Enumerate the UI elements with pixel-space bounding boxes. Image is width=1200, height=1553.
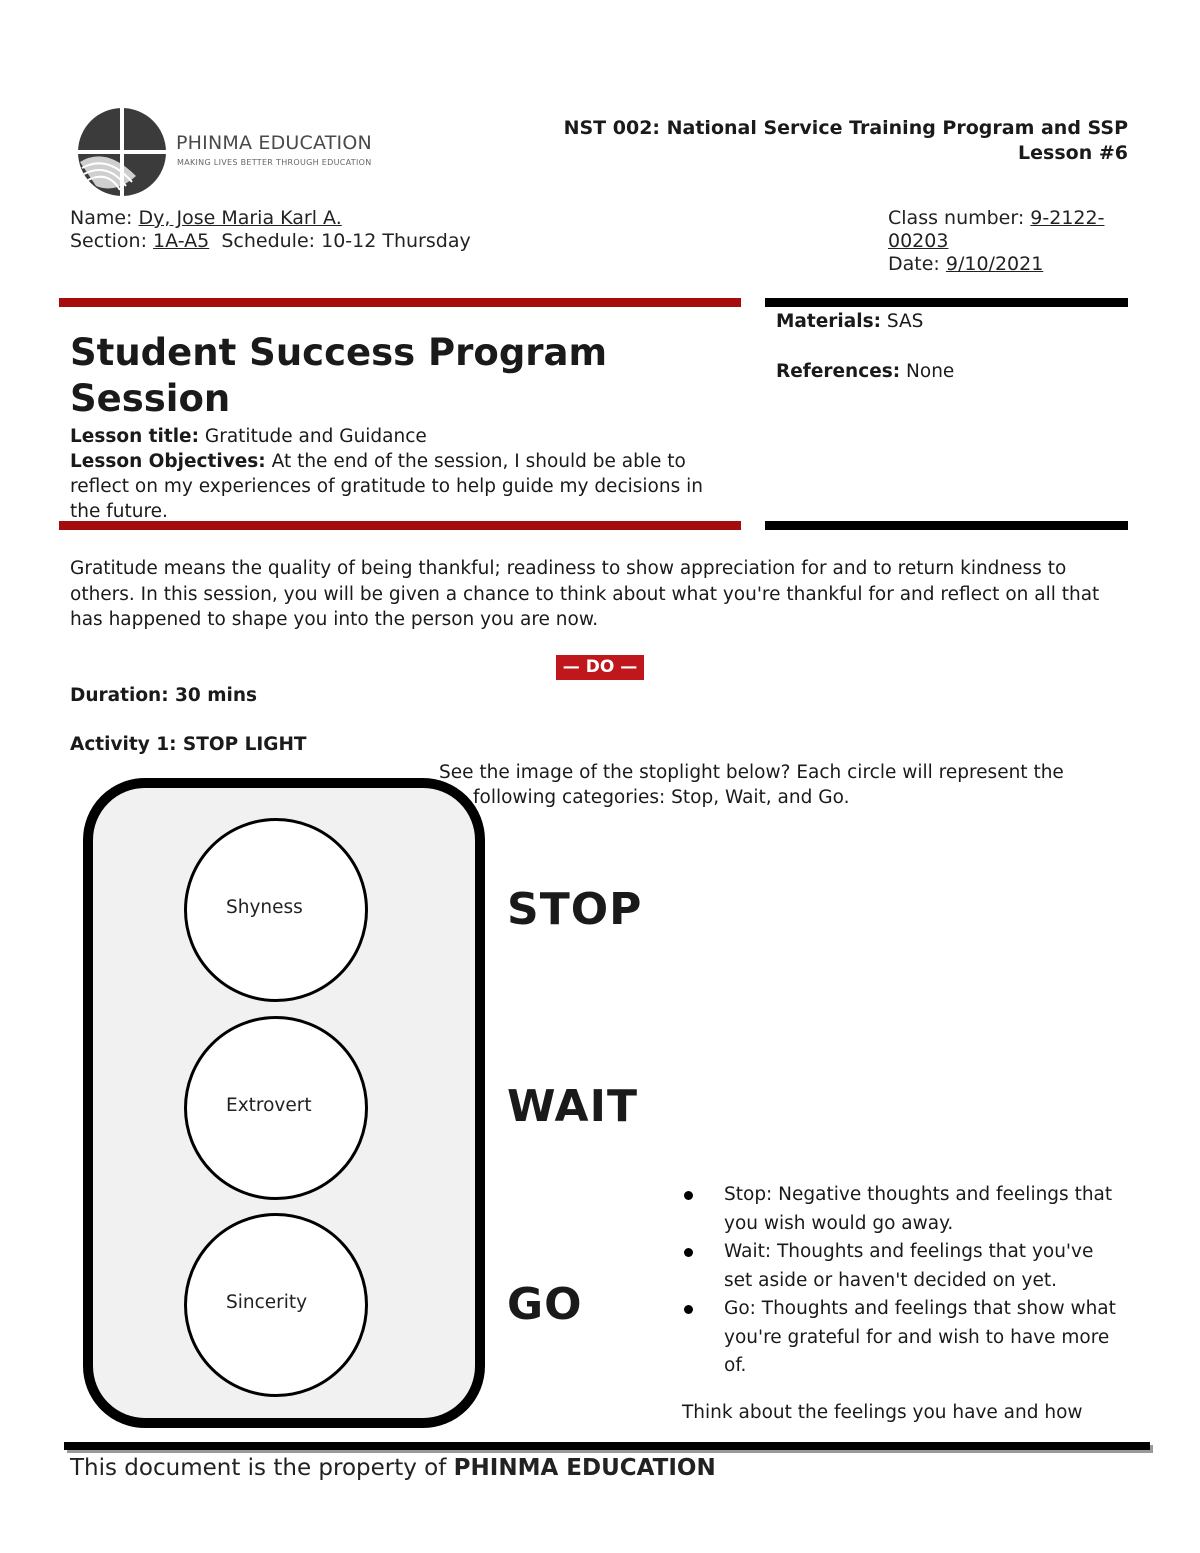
bullet-icon bbox=[684, 1191, 693, 1200]
student-info bbox=[70, 207, 471, 253]
class-info bbox=[888, 207, 1128, 276]
schedule-value: 10-12 Thursday bbox=[321, 230, 471, 252]
references-label: References: bbox=[776, 361, 901, 382]
schedule-label: Schedule: bbox=[221, 230, 316, 252]
materials-references bbox=[776, 309, 954, 384]
intro-paragraph: Gratitude means the quality of being thankful; readiness to show appreciation for and to return kindness to others. In this session, you will be given a chance to think about what you're thankful for and reflect on all that has happened to shape you into the person you are now. bbox=[70, 558, 1100, 630]
lesson-title: Gratitude and Guidance bbox=[204, 426, 427, 447]
objectives-text-end: the future. bbox=[70, 501, 168, 522]
session-title: Student Success Program Session bbox=[70, 331, 608, 420]
course-title: NST 002: National Service Training Program and SSP bbox=[563, 117, 1128, 139]
do-section-badge: — DO — bbox=[556, 655, 644, 680]
signal-legend bbox=[684, 1181, 1144, 1381]
lesson-details bbox=[70, 424, 730, 524]
materials-value: SAS bbox=[886, 311, 924, 332]
materials-label: Materials: bbox=[776, 311, 881, 332]
class-number-value: 9-2122- bbox=[1030, 207, 1105, 229]
lesson-title-label: Lesson title: bbox=[70, 426, 199, 447]
top-black-rule bbox=[765, 298, 1128, 307]
top-red-rule bbox=[59, 298, 741, 307]
bullet-icon bbox=[684, 1305, 693, 1314]
objectives-text: At the end of the session, I should be able to bbox=[271, 451, 686, 472]
class-number-value-cont: 00203 bbox=[888, 230, 949, 252]
stop-lamp-label: Shyness bbox=[226, 897, 303, 918]
logo-tagline: MAKING LIVES BETTER THROUGH EDUCATION bbox=[177, 158, 372, 167]
go-label: GO bbox=[507, 1279, 583, 1330]
section-value: 1A-A5 bbox=[153, 230, 210, 252]
phinma-logo-icon bbox=[76, 106, 168, 198]
go-lamp-label: Sincerity bbox=[226, 1292, 308, 1313]
footer-rule bbox=[64, 1442, 1150, 1450]
list-item: Wait: Thoughts and feelings that you've set aside or haven't decided on yet. bbox=[684, 1238, 1144, 1295]
class-number-label: Class number: bbox=[888, 207, 1025, 229]
footer-text: This document is the property of PHINMA EDUCATION bbox=[70, 1455, 716, 1481]
objectives-label: Lesson Objectives: bbox=[70, 451, 266, 472]
duration: Duration: 30 mins bbox=[70, 685, 258, 706]
bottom-black-rule bbox=[765, 521, 1128, 530]
wait-lamp-label: Extrovert bbox=[226, 1095, 312, 1116]
footer-owner: PHINMA EDUCATION bbox=[453, 1455, 716, 1481]
name-label: Name: bbox=[70, 207, 133, 229]
think-prompt: Think about the feelings you have and how bbox=[682, 1402, 1083, 1423]
bullet-icon bbox=[684, 1248, 693, 1257]
course-heading bbox=[564, 116, 1128, 166]
lesson-number: Lesson #6 bbox=[1018, 142, 1128, 164]
objectives-text-cont: reflect on my experiences of gratitude to help guide my decisions in bbox=[70, 476, 703, 497]
list-item: Stop: Negative thoughts and feelings that you wish would go away. bbox=[684, 1181, 1144, 1238]
activity-title: Activity 1: STOP LIGHT bbox=[70, 734, 307, 755]
date-label: Date: bbox=[888, 253, 940, 275]
references-value: None bbox=[906, 361, 955, 382]
activity-instruction: See the image of the stoplight below? Each circle will represent the following categories: Stop, Wait, and Go. bbox=[439, 762, 1064, 808]
list-item: Go: Thoughts and feelings that show what you're grateful for and wish to have more of. bbox=[684, 1295, 1144, 1381]
student-name: Dy, Jose Maria Karl A. bbox=[138, 207, 342, 229]
date-value: 9/10/2021 bbox=[945, 253, 1044, 275]
wait-label: WAIT bbox=[507, 1081, 638, 1132]
stop-label: STOP bbox=[507, 884, 643, 935]
logo-name: PHINMA EDUCATION bbox=[176, 132, 372, 154]
section-label: Section: bbox=[70, 230, 147, 252]
